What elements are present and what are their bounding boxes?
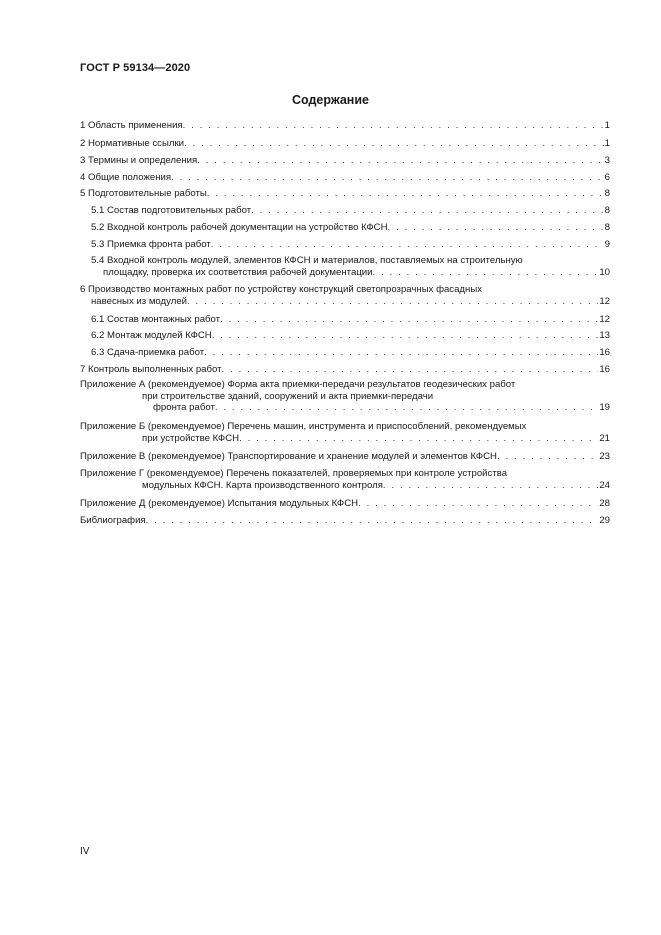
dot-leader [212,330,599,342]
toc-entry[interactable] [80,155,610,167]
toc-entry[interactable] [80,451,610,463]
toc-entry[interactable] [80,330,610,342]
toc-entry-title: 5.3 Приемка фронта работ [91,239,211,250]
dot-leader [388,222,604,234]
dot-leader [383,480,598,492]
toc-entry-title: при устройстве КФСН [142,432,240,444]
toc-entry[interactable] [80,364,610,376]
toc-page-number: 29 [599,515,610,526]
page-number: IV [80,846,90,857]
toc-page-number: 8 [604,188,610,199]
dot-leader [204,347,598,359]
toc-entry-title: Приложение А (рекомендуемое) Форма акта приемки-передачи результатов геодезических работ [80,379,516,390]
toc-entry-title: 5 Подготовительные работы [80,188,207,199]
toc-entry-title: площадку, проверка их соответствия рабочей документации [103,266,373,278]
toc-entry-title: фронта работ [153,402,215,413]
dot-leader [184,138,604,150]
dot-leader [215,402,598,414]
dot-leader [146,515,599,527]
dot-leader [251,205,604,217]
toc-entry-title: навесных из модулей [91,295,188,307]
dot-leader [358,498,598,510]
toc-entry[interactable] [80,138,610,150]
toc-entry-title: 6.1 Состав монтажных работ [91,314,221,325]
toc-page-number: 9 [604,239,610,250]
toc-page-number: 13 [599,330,610,341]
toc-entry[interactable] [80,222,610,234]
toc-page-number: 1 [604,120,610,131]
toc-page-number: 28 [599,498,610,509]
toc-page-number: 12 [599,295,610,307]
toc-entry-title: 5.1 Состав подготовительных работ [91,205,252,216]
toc-entry-title: Приложение Г (рекомендуемое) Перечень показателей, проверяемых при контроле устройства [80,468,508,479]
toc-entry-title: 6.3 Сдача-приемка работ [91,347,205,358]
dot-leader [187,296,598,308]
dot-leader [222,364,599,376]
toc-entry-title: 1 Область применения [80,120,183,131]
toc-entry-title: модульных КФСН. Карта производственного контроля [142,479,383,491]
toc-entry-title: при строительстве зданий, сооружений и акта приемки-передачи [142,390,434,402]
toc-entry-title: 3 Термины и определения [80,155,198,166]
toc-page-number: 19 [599,402,610,413]
toc-page-number: 10 [599,266,610,278]
toc-entry-title: 7 Контроль выполненных работ [80,364,222,375]
toc-page-number: 21 [599,432,610,444]
toc-entry[interactable] [80,347,610,359]
toc-page-number: 3 [604,155,610,166]
dot-leader [183,120,604,132]
dot-leader [211,239,604,251]
toc-page-number: 23 [599,451,610,462]
toc-entry[interactable] [80,515,610,527]
toc-entry[interactable] [80,120,610,132]
document-code: ГОСТ Р 59134—2020 [80,62,191,74]
toc-entry-title: 5.2 Входной контроль рабочей документации на устройство КФСН [91,222,388,233]
toc-entry[interactable] [80,498,610,510]
toc-entry[interactable] [80,255,610,278]
toc-entry[interactable] [80,314,610,326]
toc-entry[interactable] [80,421,610,444]
dot-leader [197,155,603,167]
toc-entry-title: 5.4 Входной контроль модулей, элементов КФСН и материалов, поставляемых на строительную [91,255,523,266]
dot-leader [220,314,598,326]
dot-leader [373,267,599,279]
toc-page-number: 24 [599,479,610,491]
dot-leader [239,433,598,445]
toc-page-number: 16 [599,347,610,358]
toc-page-number: 8 [604,205,610,216]
toc-entry[interactable] [80,188,610,200]
toc-entry-title: 4 Общие положения [80,172,172,183]
toc-entry-title: Библиография [80,515,146,526]
toc-entry-title: Приложение В (рекомендуемое) Транспортирование и хранение модулей и элементов КФСН [80,451,497,462]
dot-leader [207,188,604,200]
toc-entry-title: 6 Производство монтажных работ по устройству конструкций светопрозрачных фасадных [80,284,483,295]
toc-entry[interactable] [80,239,610,251]
toc-entry-title: Приложение Б (рекомендуемое) Перечень машин, инструмента и приспособлений, рекомендуемых [80,421,527,432]
toc-page-number: 8 [604,222,610,233]
toc-entry-title: Приложение Д (рекомендуемое) Испытания модульных КФСН [80,498,359,509]
toc-entry[interactable] [80,205,610,217]
dot-leader [497,451,598,463]
toc-entry-title: 6.2 Монтаж модулей КФСН [91,330,212,341]
toc-entry[interactable] [80,172,610,184]
page-title: Содержание [291,93,369,107]
toc-page-number: 12 [599,314,610,325]
toc-entry[interactable] [80,468,610,491]
dot-leader [171,172,604,184]
toc-page-number: 1 [604,138,610,149]
toc-page-number: 16 [599,364,610,375]
toc-entry-title: 2 Нормативные ссылки [80,138,185,149]
toc-entry[interactable] [80,284,610,307]
toc-page-number: 6 [604,172,610,183]
toc-entry[interactable] [80,379,610,414]
